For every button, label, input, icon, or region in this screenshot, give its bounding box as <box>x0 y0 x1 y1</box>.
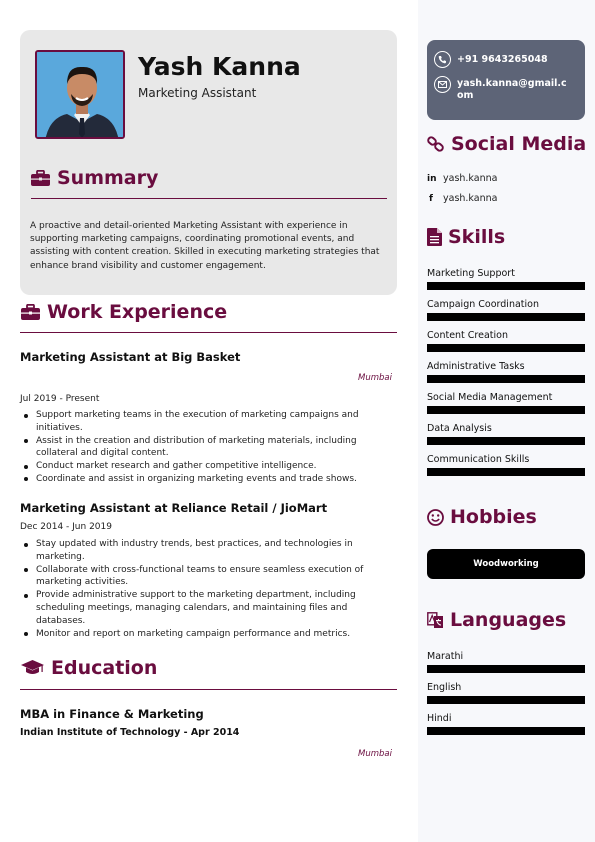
language-item <box>427 713 585 735</box>
job-dates: Dec 2014 - Jun 2019 <box>20 522 112 532</box>
contact-box <box>427 40 585 120</box>
education-heading <box>21 657 157 679</box>
smiley-icon <box>427 509 444 526</box>
language-label: English <box>427 682 462 693</box>
language-bar <box>427 665 585 673</box>
skills-heading <box>427 226 505 248</box>
skill-bar <box>427 468 585 476</box>
social-item-linkedin <box>427 173 497 184</box>
job-location: Mumbai <box>358 373 392 383</box>
phone-icon <box>434 51 451 68</box>
education-degree: MBA in Finance & Marketing <box>20 707 204 721</box>
skill-label: Communication Skills <box>427 454 530 465</box>
skill-bar <box>427 344 585 352</box>
skill-label: Campaign Coordination <box>427 299 539 310</box>
link-icon <box>427 136 445 152</box>
skill-label: Data Analysis <box>427 423 492 434</box>
social-heading <box>427 133 586 155</box>
hobby-tag: Woodworking <box>427 549 585 579</box>
language-label: Marathi <box>427 651 464 662</box>
facebook-handle: yash.kanna <box>443 193 498 204</box>
languages-title: Languages <box>450 609 567 631</box>
contact-email: yash.kanna@gmail.com <box>457 78 567 101</box>
linkedin-icon: in <box>427 173 437 184</box>
experience-heading <box>21 301 227 323</box>
language-item <box>427 682 585 704</box>
skill-label: Social Media Management <box>427 392 553 403</box>
list-item: Coordinate and assist in organizing marketing events and trade shows. <box>20 473 370 486</box>
education-divider <box>20 689 397 690</box>
list-item: Assist in the creation and distribution of marketing materials, including collateral and digital content. <box>20 435 370 461</box>
contact-phone-row <box>434 51 569 68</box>
graduation-cap-icon <box>21 660 44 676</box>
list-item: Monitor and report on marketing campaign performance and metrics. <box>20 628 370 641</box>
list-item: Support marketing teams in the execution of marketing campaigns and initiatives. <box>20 409 370 435</box>
list-item: Stay updated with industry trends, best practices, and technologies in marketing. <box>20 538 370 564</box>
contact-email-row <box>434 76 569 101</box>
language-bar <box>427 696 585 704</box>
skill-bar <box>427 406 585 414</box>
job-title: Marketing Assistant at Big Basket <box>20 350 241 364</box>
job-bullets <box>20 409 370 486</box>
summary-divider <box>31 198 387 199</box>
skill-item <box>427 392 585 414</box>
skill-item <box>427 423 585 445</box>
experience-title: Work Experience <box>47 301 228 323</box>
contact-phone: +91 9643265048 <box>457 54 548 65</box>
skill-item <box>427 299 585 321</box>
language-label: Hindi <box>427 713 452 724</box>
skill-label: Marketing Support <box>427 268 515 279</box>
list-item: Conduct market research and gather competitive intelligence. <box>20 460 370 473</box>
skill-bar <box>427 282 585 290</box>
skill-item <box>427 330 585 352</box>
skill-bar <box>427 375 585 383</box>
education-location: Mumbai <box>358 749 392 759</box>
social-title: Social Media <box>451 133 587 155</box>
job-bullets <box>20 538 370 640</box>
education-title: Education <box>51 657 158 679</box>
languages-heading <box>427 609 566 631</box>
skill-bar <box>427 437 585 445</box>
skill-item <box>427 361 585 383</box>
list-item: Provide administrative support to the marketing department, including scheduling meetings, managing calendars, and maintaining files and databases. <box>20 589 370 627</box>
hobbies-heading <box>427 506 537 528</box>
skill-item <box>427 268 585 290</box>
job-dates: Jul 2019 - Present <box>20 394 100 404</box>
header-card <box>20 30 397 295</box>
language-item <box>427 651 585 673</box>
skill-bar <box>427 313 585 321</box>
education-school: Indian Institute of Technology - Apr 2014 <box>20 727 240 738</box>
skills-title: Skills <box>448 226 506 248</box>
hobbies-title: Hobbies <box>450 506 537 528</box>
summary-title: Summary <box>57 167 159 189</box>
language-bar <box>427 727 585 735</box>
experience-divider <box>20 332 397 333</box>
profile-photo <box>35 50 125 139</box>
candidate-role: Marketing Assistant <box>138 86 257 100</box>
email-icon <box>434 76 451 93</box>
skill-label: Content Creation <box>427 330 508 341</box>
candidate-name: Yash Kanna <box>138 52 301 81</box>
facebook-icon: f <box>429 193 433 204</box>
job-title: Marketing Assistant at Reliance Retail / JioMart <box>20 501 328 515</box>
document-icon <box>427 228 442 246</box>
translate-icon <box>427 612 444 629</box>
briefcase-icon <box>21 304 40 320</box>
skill-item <box>427 454 585 476</box>
linkedin-handle: yash.kanna <box>443 173 498 184</box>
summary-heading <box>31 167 158 189</box>
briefcase-icon <box>31 170 50 186</box>
skill-label: Administrative Tasks <box>427 361 525 372</box>
social-item-facebook <box>427 193 497 204</box>
list-item: Collaborate with cross-functional teams to ensure seamless execution of marketing activities. <box>20 564 370 590</box>
summary-text: A proactive and detail-oriented Marketing Assistant with experience in supporting marketing campaigns, coordinating promotional events, and assisting with content creation. Skilled in executing marketing strategies that enhance brand visibility and customer engagement. <box>30 221 380 271</box>
